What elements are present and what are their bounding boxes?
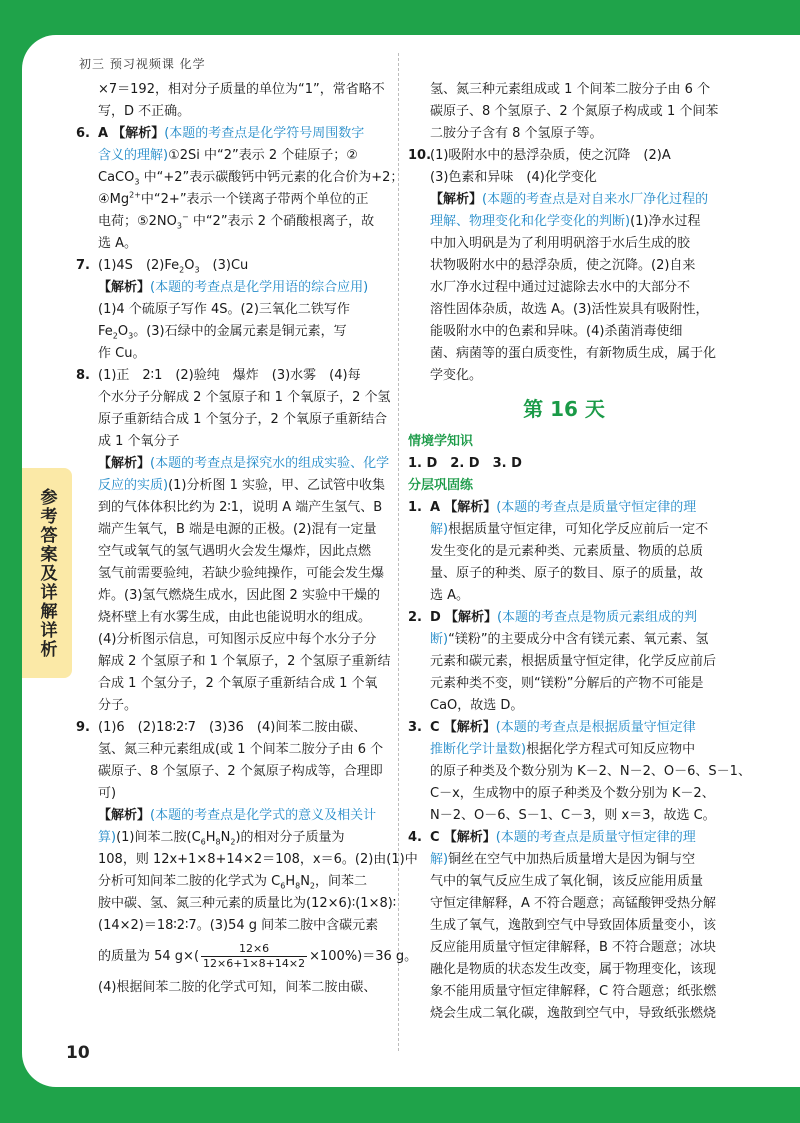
question-number: 1.: [408, 500, 422, 515]
question-number: 7.: [76, 258, 90, 273]
exam-point-note: (本题的考查点是化学式的意义及相关计: [150, 808, 377, 823]
page-number: 10: [66, 1043, 90, 1063]
answer-choice: D: [430, 610, 441, 625]
formula-text: N: [300, 874, 310, 889]
text-line: 烧杯壁上有水雾生成，由此也能说明水的组成。: [98, 610, 372, 625]
analysis-text: 中“+2”表示碳酸钙中钙元素的化合价为+2；: [139, 170, 404, 185]
analysis-text: 铜丝在空气中加热后质量增大是因为铜与空: [448, 852, 696, 867]
exam-point-note: (本题的考查点是物质元素组成的判: [496, 610, 698, 625]
page-header: 初三 预习视频课 化学: [79, 57, 206, 71]
text-line: 原子重新结合成 1 个氢分子，2 个氧原子重新结合: [98, 412, 387, 427]
formula-text: H: [285, 874, 296, 889]
question-number: 2.: [408, 610, 422, 625]
text-line: 象不能用质量守恒定律解释，C 符合题意；纸张燃: [430, 984, 717, 999]
text-line: (4)根据间苯二胺的化学式可知，间苯二胺由碳、: [98, 980, 377, 995]
text-line: 写，D 不正确。: [98, 104, 191, 119]
text-line: 解成 2 个氢原子和 1 个氧原子，2 个氢原子重新结: [98, 654, 391, 669]
text-line: [76, 937, 418, 977]
fraction-denominator: 12×6+1×8+14×2: [203, 957, 306, 970]
text-line: 的原子种类及个数分别为 K－2、N－2、O－6、S－1、: [430, 764, 751, 779]
exam-point-note: 解): [430, 852, 449, 867]
analysis-text: (1)分析图 1 实验，甲、乙试管中收集: [168, 478, 386, 493]
text-line: 空气或氧气的氢气遇明火会发生爆炸，因此点燃: [98, 544, 372, 559]
text-line: 选 A。: [430, 588, 470, 603]
text-line: 成 1 个氧分子: [98, 434, 180, 449]
exam-point-note: (本题的考查点是对自来水厂净化过程的: [482, 192, 709, 207]
analysis-label: 【解析】: [444, 500, 497, 515]
exam-point-note: 解): [430, 522, 449, 537]
text-line: 端产生氧气，B 端是电源的正极。(2)混有一定量: [98, 522, 377, 537]
text-line: C－x，生成物中的原子种类及个数分别为 K－2、: [430, 786, 715, 801]
text-line: [76, 475, 389, 497]
answer-text: (1)6 (2)18∶2∶7 (3)36 (4)间苯二胺由碳、: [98, 720, 367, 735]
question-10-header: [408, 145, 720, 167]
question-9-header: [76, 717, 389, 739]
text-line: 学变化。: [430, 368, 483, 383]
analysis-text: 根据化学方程式可知反应物中: [526, 742, 696, 757]
question-6-header: [76, 123, 389, 145]
analysis-label: 【解析】: [443, 720, 496, 735]
question-7-header: 7. (1)4S $(2)Fe_2O_3$ (3)Cu: [76, 255, 389, 277]
analysis-text: ，间苯二: [315, 874, 368, 889]
answer-choice: C: [430, 720, 440, 735]
text-line: 算)(1)间苯二胺$(C_6H_8N_2)$的相对分子质量为: [98, 830, 345, 847]
exam-point-note: 理解、物理变化和化学变化的判断): [430, 214, 631, 229]
text-line: 炸。(3)氢气燃烧生成水，因此图 2 实验中干燥的: [98, 588, 380, 603]
text-line: [408, 849, 720, 871]
text-line: 碳原子、8 个氢原子、2 个氮原子构成或 1 个间苯: [430, 104, 719, 119]
question-number: 6.: [76, 126, 90, 141]
exam-point-note: (本题的考查点是化学用语的综合应用): [150, 280, 369, 295]
analysis-label: 【解析】: [98, 456, 151, 471]
exam-point-note: (本题的考查点是质量守恒定律的理: [495, 830, 696, 845]
text-line: 烧会生成二氧化碳，逸散到空气中，导致纸张燃烧: [430, 1006, 717, 1021]
text-line: 氢、氮三种元素组成或 1 个间苯二胺分子由 6 个: [430, 82, 711, 97]
analysis-text: 根据质量守恒定律，可知化学反应前后一定不: [448, 522, 709, 537]
text-line: 水厂净水过程中通过过滤除去水中的大部分不: [430, 280, 691, 295]
question-number: 3.: [408, 720, 422, 735]
text-line: 气中的氧气反应生成了氧化铜，该反应能用质量: [430, 874, 704, 889]
text-line: 元素种类不变，则“镁粉”分解后的产物不可能是: [430, 676, 704, 691]
text-line: 分子。: [98, 698, 138, 713]
question-number: 9.: [76, 720, 90, 735]
analysis-label: 【解析】: [98, 280, 151, 295]
text-line: 氢、氮三种元素组成(或 1 个间苯二胺分子由 6 个: [98, 742, 384, 757]
text-line: 选 A。: [98, 236, 138, 251]
text-line: 合成 1 个氢分子，2 个氧原子重新结合成 1 个氧: [98, 676, 378, 691]
problem-4-header: [408, 827, 720, 849]
text-line: 作 Cu。: [98, 346, 146, 361]
text-line: ×7＝192，相对分子质量的单位为“1”，常省略不: [98, 82, 385, 97]
analysis-label: 【解析】: [430, 192, 483, 207]
side-tab-label: 参考答案及详解详析: [36, 487, 57, 659]
text-line: 溶性固体杂质，故选 A。(3)活性炭具有吸附性，: [430, 302, 709, 317]
question-number: 8.: [76, 368, 90, 383]
text-line: $④Mg^{2+}$中“2+”表示一个镁离子带两个单位的正: [98, 190, 369, 207]
text-line: 生成了氧气，逸散到空气中导致固体质量变小，该: [430, 918, 717, 933]
text-line: [408, 189, 720, 211]
answer-choice: C: [430, 830, 440, 845]
answer-text: (1)4S (2)Fe: [98, 258, 180, 273]
analysis-text: 的质量为 54 g×(: [98, 949, 200, 964]
fraction: [201, 942, 307, 971]
text-line: [408, 739, 720, 761]
text-line: [408, 629, 720, 651]
text-line: 能吸附水中的色素和异味。(4)杀菌消毒使细: [430, 324, 683, 339]
text-line: 反应能用质量守恒定律解释，B 不符合题意；冰块: [430, 940, 717, 955]
exam-point-note: (本题的考查点是探究水的组成实验、化学: [150, 456, 390, 471]
analysis-text: 。(3)石绿中的金属元素是铜元素，写: [133, 324, 347, 339]
text-line: 个水分子分解成 2 个氢原子和 1 个氧原子，2 个氢: [98, 390, 391, 405]
answer-text: O: [184, 258, 195, 273]
analysis-text: ①2Si 中“2”表示 2 个硅原子；②: [168, 148, 358, 163]
page-sheet: [22, 35, 800, 1087]
text-line: 状物吸附水中的悬浮杂质，使之沉降。(2)自来: [430, 258, 696, 273]
analysis-text: 中“2+”表示一个镁离子带两个单位的正: [140, 192, 369, 207]
text-line: 元素和碳元素，根据质量守恒定律，化学反应前后: [430, 654, 717, 669]
problem-2-header: [408, 607, 720, 629]
text-line: 菌、病菌等的蛋白质变性，有新物质生成，属于化: [430, 346, 717, 361]
text-line: [408, 519, 720, 541]
text-line: (4)分析图示信息，可知图示反应中每个水分子分: [98, 632, 377, 647]
formula-text: 电荷；⑤2NO: [98, 214, 177, 229]
text-line: 融化是物质的状态发生改变，属于物理变化，该现: [430, 962, 717, 977]
answer-choice: A: [430, 500, 441, 515]
exam-point-note: (本题的考查点是质量守恒定律的理: [496, 500, 697, 515]
exam-point-note: 推断化学计量数): [430, 742, 527, 757]
text-line: 氢气前需要验纯，若缺少验纯操作，可能会发生爆: [98, 566, 385, 581]
formula-text: CaCO: [98, 170, 135, 185]
text-line: 胺中碳、氢、氮三种元素的质量比为(12×6)∶(1×8)∶: [98, 896, 397, 911]
problem-3-header: [408, 717, 720, 739]
text-line: [76, 145, 389, 167]
text-line: 发生变化的是元素种类、元素质量、物质的总质: [430, 544, 704, 559]
exam-point-note: (本题的考查点是根据质量守恒定律: [495, 720, 696, 735]
analysis-text: )的相对分子质量为: [235, 830, 345, 845]
right-column: [408, 79, 751, 1025]
formula-text: ④Mg: [98, 192, 130, 207]
analysis-text: ×100%)＝36 g。: [309, 949, 418, 964]
fraction-numerator: 12×6: [201, 942, 307, 957]
formula-text: N: [220, 830, 231, 845]
formula-text: O: [117, 324, 129, 339]
text-line: CaCO$_3$ 中“+2”表示碳酸钙中钙元素的化合价为+2；: [98, 170, 404, 187]
analysis-label: 【解析】: [443, 830, 496, 845]
text-line: 电荷；$⑤2NO_3^-$ 中“2”表示 2 个硝酸根离子，故: [98, 212, 375, 231]
text-line: 可): [98, 786, 117, 801]
left-column: [76, 79, 418, 999]
formula-text: Fe: [98, 324, 113, 339]
day-title: 第 16 天: [523, 397, 605, 421]
text-line: 碳原子、8 个氢原子、2 个氮原子构成等，合理即: [98, 764, 383, 779]
text-line: N－2、O－6、S－1、C－3，则 x＝3，故选 C。: [430, 808, 716, 823]
exam-point-note: 含义的理解): [98, 148, 169, 163]
answer-text: (1)正 2∶1 (2)验纯 爆炸 (3)水雾 (4)每: [98, 368, 361, 383]
answer-text: (1)吸附水中的悬浮杂质，使之沉降 (2)A: [430, 148, 671, 163]
question-8-header: [76, 365, 389, 387]
text-line: 分析可知间苯二胺的化学式为 $C_6H_8N_2$，间苯二: [98, 874, 368, 891]
analysis-text: “镁粉”的主要成分中含有镁元素、氧元素、氢: [448, 632, 709, 647]
text-line: [76, 805, 389, 827]
exam-point-note: 算): [98, 830, 117, 845]
text-line: (14×2)＝18∶2∶7。(3)54 g 间苯二胺中含碳元素: [98, 918, 379, 933]
column-divider: [398, 53, 399, 1051]
problem-1-header: [408, 497, 720, 519]
text-line: 守恒定律解释，A 不符合题意；高锰酸钾受热分解: [430, 896, 717, 911]
section-answers: 1. D 2. D 3. D: [408, 456, 522, 471]
text-line: [76, 453, 389, 475]
text-line: 到的气体体积比约为 2∶1，说明 A 端产生氢气、B: [98, 500, 383, 515]
text-line: [408, 211, 720, 233]
analysis-text: 分析可知间苯二胺的化学式为 C: [98, 874, 281, 889]
section-heading: 情境学知识: [408, 434, 474, 449]
exam-point-note: (本题的考查点是化学符号周围数字: [164, 126, 365, 141]
analysis-label: 【解析】: [112, 126, 165, 141]
side-tab: [22, 468, 72, 678]
exam-point-note: 反应的实质): [98, 478, 169, 493]
question-number: 10.: [408, 148, 432, 163]
formula-text: H: [205, 830, 216, 845]
text-line: [76, 277, 389, 299]
section-heading: 分层巩固练: [408, 478, 474, 493]
text-line: CaO，故选 D。: [430, 698, 524, 713]
question-number: 4.: [408, 830, 422, 845]
answer-text: (3)Cu: [199, 258, 249, 273]
text-line: 量、原子的种类、原子的数目、原子的质量，故: [430, 566, 704, 581]
text-line: (3)色素和异味 (4)化学变化: [430, 170, 597, 185]
analysis-text: 中“2”表示 2 个硝酸根离子，故: [188, 214, 375, 229]
exam-point-note: 断): [430, 632, 449, 647]
text-line: (1)4 个硫原子写作 4S。(2)三氧化二铁写作: [98, 302, 350, 317]
analysis-text: (1)间苯二胺(C: [116, 830, 201, 845]
text-line: $Fe_2O_3$。(3)石绿中的金属元素是铜元素，写: [98, 324, 347, 341]
answer-choice: A: [98, 126, 109, 141]
analysis-label: 【解析】: [98, 808, 151, 823]
text-line: 二胺分子含有 8 个氢原子等。: [430, 126, 603, 141]
text-line: 108，则 12x+1×8+14×2＝108，x＝6。(2)由(1)中: [98, 852, 418, 867]
analysis-label: 【解析】: [444, 610, 497, 625]
text-line: 中加入明矾是为了利用明矾溶于水后生成的胶: [430, 236, 691, 251]
analysis-text: (1)净水过程: [630, 214, 701, 229]
